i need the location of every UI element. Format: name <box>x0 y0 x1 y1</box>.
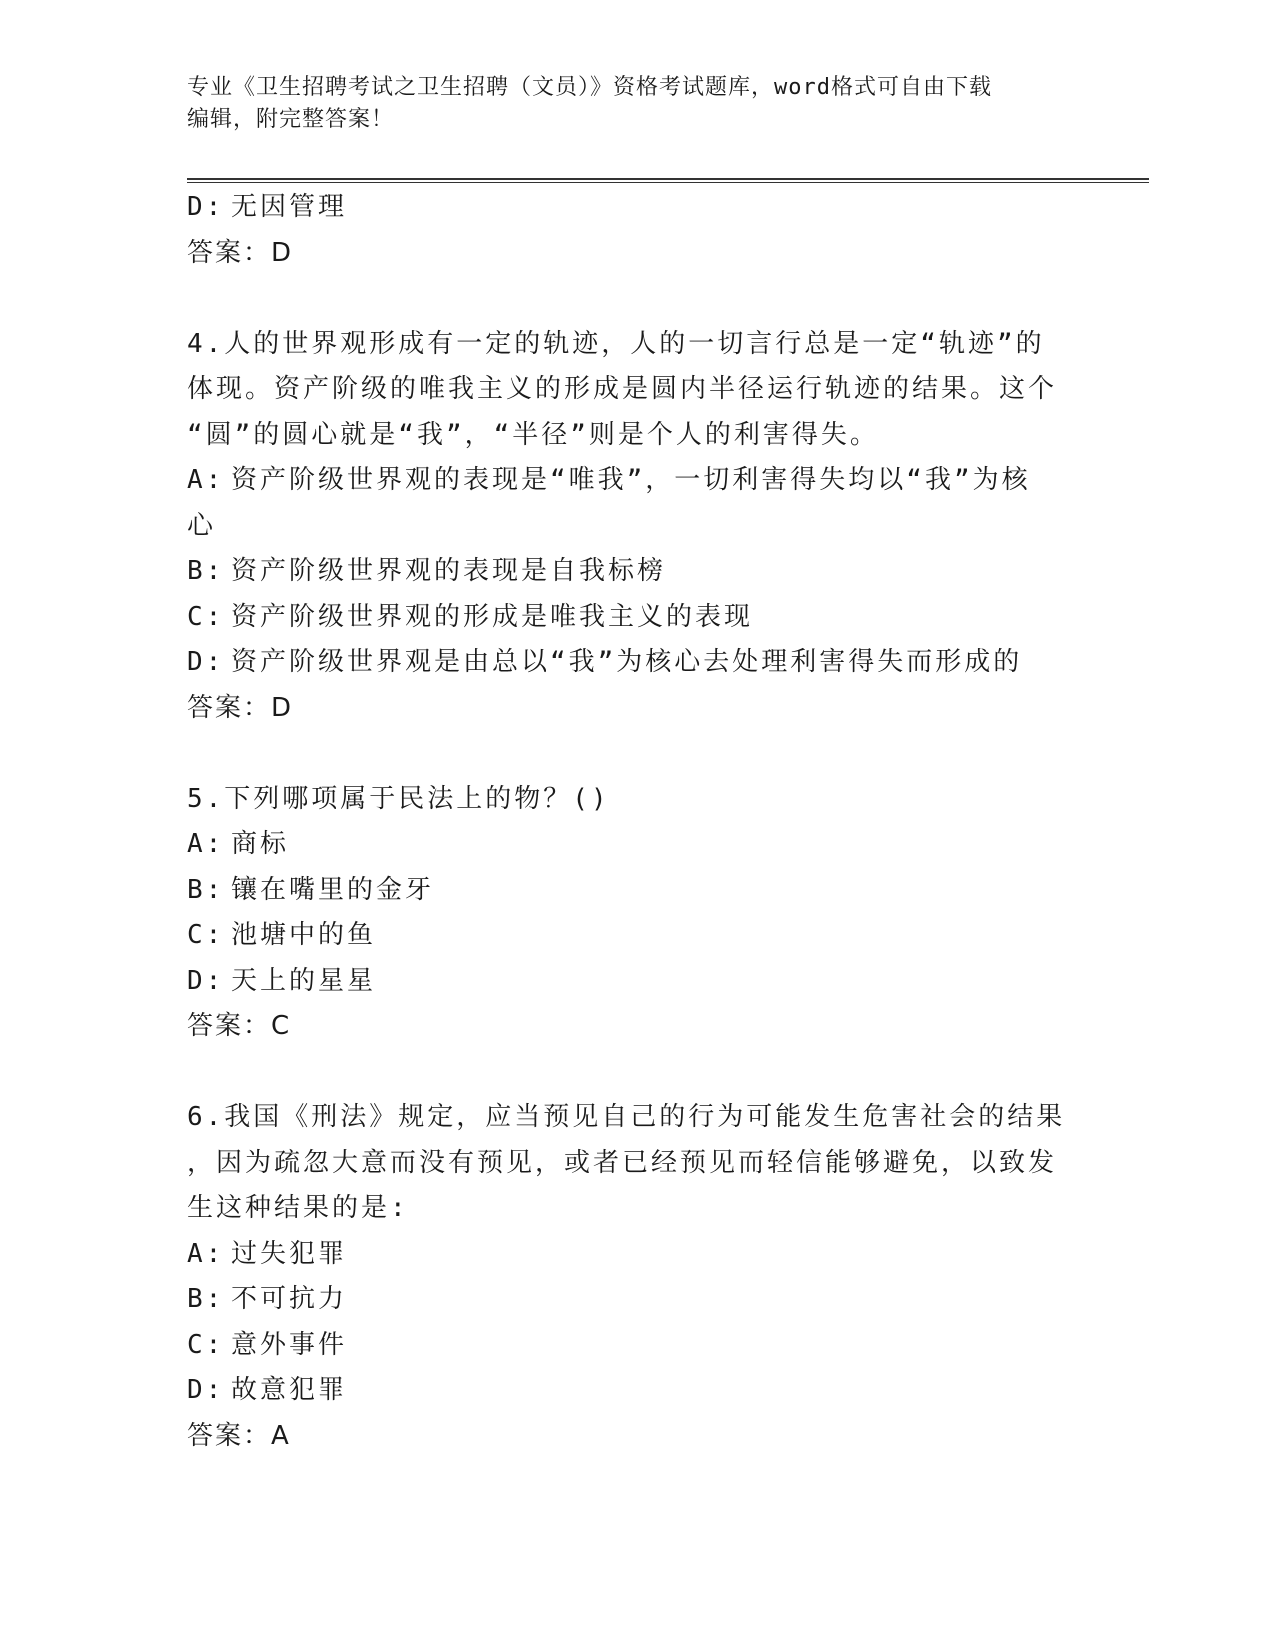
option-key: D: <box>187 965 225 996</box>
option-key: C: <box>187 601 225 632</box>
q6-answer: 答案：A <box>187 1420 291 1451</box>
option-text: 故意犯罪 <box>231 1375 348 1405</box>
option-key: A: <box>187 829 225 859</box>
q5-stem: 5.下列哪项属于民法上的物？() <box>187 783 610 814</box>
q6-stem-line-3: 生这种结果的是: <box>187 1193 409 1223</box>
option-text: 意外事件 <box>231 1329 348 1360</box>
q4-stem-line-3: “圆”的圆心就是“我”，“半径”则是个人的利害得失。 <box>187 419 879 450</box>
option-text: 不可抗力 <box>231 1284 348 1314</box>
q5-option-b <box>187 868 1087 914</box>
option-key: A: <box>187 465 225 495</box>
q6-stem-line-1: 6.我国《刑法》规定，应当预见自己的行为可能发生危害社会的结果 <box>187 1102 1066 1132</box>
q6-option-b <box>187 1277 1087 1323</box>
page-header <box>187 72 1067 136</box>
option-text: 镶在嘴里的金牙 <box>231 874 435 905</box>
q4-option-c <box>187 595 1087 641</box>
q4-option-a-continued: 心 <box>187 510 217 541</box>
option-text: 池塘中的鱼 <box>231 920 377 950</box>
option-text: 资产阶级世界观的表现是自我标榜 <box>231 556 667 586</box>
q4-option-a <box>187 458 1087 504</box>
q4-option-d <box>187 640 1087 686</box>
option-key: B: <box>187 1284 225 1314</box>
option-text: 资产阶级世界观的表现是“唯我”，一切利害得失均以“我”为核 <box>231 465 1031 495</box>
option-key: A: <box>187 1238 225 1269</box>
q5-option-c <box>187 913 1087 959</box>
q4-stem-line-2: 体现。资产阶级的唯我主义的形成是圆内半径运行轨迹的结果。这个 <box>187 374 1058 404</box>
option-key: B: <box>187 556 225 586</box>
q5-option-d <box>187 959 1087 1005</box>
question-gap <box>187 276 1087 322</box>
prev-option-d <box>187 185 1087 231</box>
prev-answer: 答案：D <box>187 237 294 268</box>
header-divider <box>187 178 1149 183</box>
header-line-1: 专业《卫生招聘考试之卫生招聘（文员）》资格考试题库，word格式可自由下载 <box>187 75 992 100</box>
q4-answer: 答案：D <box>187 692 294 723</box>
option-text: 资产阶级世界观的形成是唯我主义的表现 <box>231 601 754 632</box>
q4-option-b <box>187 549 1087 595</box>
option-key: D: <box>187 647 225 677</box>
header-line-2: 编辑，附完整答案！ <box>187 107 395 132</box>
q6-option-d <box>187 1368 1087 1414</box>
option-text: 商标 <box>231 829 290 859</box>
option-key: B: <box>187 874 225 905</box>
q5-option-a <box>187 822 1087 868</box>
option-text: 无因管理 <box>231 192 348 222</box>
question-gap <box>187 1050 1087 1096</box>
option-key: D: <box>187 192 225 222</box>
option-text: 资产阶级世界观是由总以“我”为核心去处理利害得失而形成的 <box>231 647 1023 677</box>
document-body <box>187 185 1087 1459</box>
q5-answer: 答案：C <box>187 1011 292 1041</box>
q6-stem-line-2: ，因为疏忽大意而没有预见，或者已经预见而轻信能够避免，以致发 <box>187 1147 1058 1178</box>
question-gap <box>187 731 1087 777</box>
q6-option-a <box>187 1232 1087 1278</box>
option-key: C: <box>187 1329 225 1360</box>
option-text: 过失犯罪 <box>231 1238 348 1269</box>
q6-option-c <box>187 1323 1087 1369</box>
option-key: D: <box>187 1375 225 1405</box>
option-text: 天上的星星 <box>231 965 377 996</box>
q4-stem-line-1: 4.人的世界观形成有一定的轨迹，人的一切言行总是一定“轨迹”的 <box>187 328 1045 359</box>
option-key: C: <box>187 920 225 950</box>
